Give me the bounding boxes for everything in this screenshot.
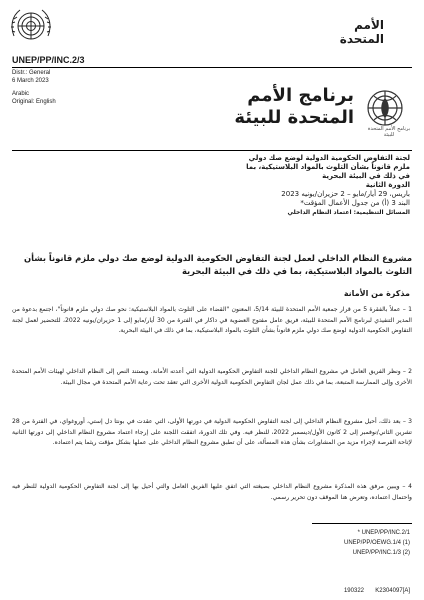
agenda-item: البند 3 (أ) من جدول الأعمال المؤقت* <box>300 199 410 207</box>
footnote-rule <box>312 523 412 524</box>
header-bottom-rule <box>12 150 412 151</box>
un-arabic-line1: الأمم <box>354 18 384 32</box>
venue: باريس، 29 أيار/مايو – 2 حزيران/يونيه 2023 <box>281 190 410 198</box>
unep-title-line2: المتحدة للبيئة <box>234 107 354 128</box>
header-rule <box>12 67 412 68</box>
committee-line1: لجنة التفاوض الحكومية الدولية لوضع صك دولي <box>248 154 410 162</box>
footnotes <box>344 528 410 558</box>
document-meta <box>12 69 56 106</box>
committee-line2: ملزم قانوناً بشأن التلوث بالمواد البلاستيكية، بما <box>246 163 410 171</box>
footnote-2: UNEP/PP/OEWG.1/4 (1) <box>343 540 410 546</box>
un-arabic-line2: المتحدة <box>339 32 384 46</box>
section-heading: مذكرة من الأمانة <box>343 289 410 298</box>
document-title: مشروع النظام الداخلي لعمل لجنة التفاوض الحكومية الدولية لوضع صك دولي ملزم قانوناً بشأن التلوث بالمواد البلاستيكية، بما في ذلك في البيئة البحرية <box>24 253 412 276</box>
agenda-item-description: المسائل التنظيمية: اعتماد النظام الداخلي <box>287 209 410 216</box>
job-number: 190322 <box>343 588 364 594</box>
paragraph-2: 2 – ونظر الفريق العامل في مشروع النظام الداخلي للجنة التفاوض الحكومية الدولية التي أعدته الأمانة. ويستند النص إلى النظام الداخلي لهيئات الأمم المتحدة الأخرى وإلى الممارسة المتبعة، بما في ذلك عمل لجان التفاوض الحكومية الدولية الأخرى التي تعقد تحت رعاية الأمم المتحدة في مجال البيئة. <box>12 368 412 386</box>
paragraph-1: 1 – عملاً بالفقرة 5 من قرار جمعية الأمم المتحدة للبيئة 5/14، المعنون "القضاء على التلوث بالمواد البلاستيكية: نحو صك دولي ملزم قانوناً"، اجتمع بدعوة من المدير التنفيذي لبرنامج الأمم المتحدة للبيئة، فريق عامل مفتوح العضوية في داكار في الفترة من 30 أيار/مايو إلى 1 حزيران/يونيه 2022، للتحضير لعمل لجنة التفاوض الحكومية الدولية لوضع صك دولي ملزم قانوناً بشأن التلوث بالمواد البلاستيكية، بما في ذلك في البيئة البحرية. <box>12 306 412 334</box>
session: الدورة الثانية <box>365 181 410 189</box>
document-date: 6 March 2023 <box>12 78 49 84</box>
committee-block <box>140 154 410 217</box>
footnote-1: UNEP/PP/INC.2/1 * <box>357 530 410 536</box>
footnote-3: UNEP/PP/INC.1/3 (2) <box>352 550 410 556</box>
paragraph-4: 4 – ويبين مرفق هذه المذكرة مشروع النظام الداخلي بصيغته التي اتفق عليها الفريق العامل والتي أحيل بها إلى لجنة التفاوض الحكومية الدولية للنظر فيه واحتمال اعتماده، وتعرض هنا الموقف دون تحرير رسمي. <box>12 483 412 501</box>
unep-title <box>234 85 354 129</box>
document-symbol: UNEP/PP/INC.2/3 <box>12 55 85 65</box>
original-language: Original: English <box>12 99 56 105</box>
un-emblem-icon <box>6 6 56 50</box>
un-arabic-name <box>340 18 384 46</box>
document-reference: K2304097[A] <box>375 588 410 594</box>
committee-line3: في ذلك في البيئة البحرية <box>322 172 410 180</box>
distribution: Distr.: General <box>12 70 51 76</box>
document-language: Arabic <box>12 91 30 97</box>
paragraph-3: 3 – بعد ذلك، أحيل مشروع النظام الداخلي إلى لجنة التفاوض الحكومية الدولية في دورتها الأولى، التي عقدت في بونتا دل إستي، أوروغواي، في الفترة من 28 تشرين الثاني/نوفمبر إلى 2 كانون الأول/ديسمبر 2022، للنظر فيه. وفي تلك الدورة، اتفقت اللجنة على إرجاء اعتماد مشروع النظام الداخلي إلى دورتها الثانية لإتاحة الفرصة لإجراء مزيد من المشاورات بشأن هذه المسألة، على أن تطبق مشروع النظام الداخلي على عملها بشكل مؤقت ريثما يتم اعتماده. <box>12 418 412 446</box>
unep-title-line1: برنامج الأمم <box>247 85 354 106</box>
unep-logo-caption: برنامج الأمم المتحدة للبيئة <box>367 126 411 138</box>
